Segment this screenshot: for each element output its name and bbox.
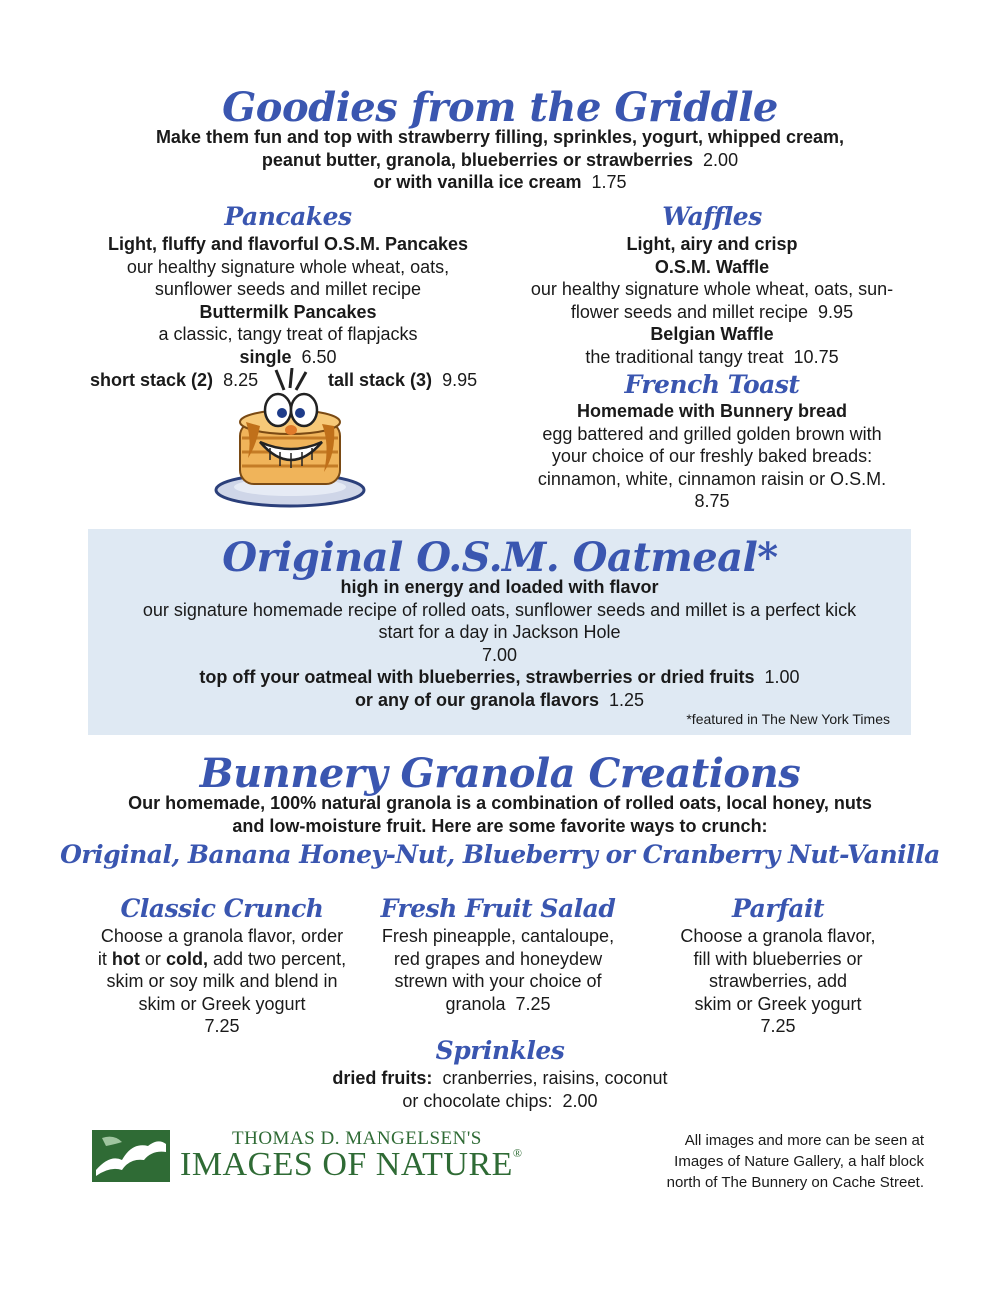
- pancakes-section: [88, 233, 488, 368]
- parfait-section: [628, 925, 928, 1038]
- granola-intro2: and low-moisture fruit. Here are some favorite ways to crunch:: [232, 815, 768, 836]
- granola-intro: [0, 792, 1000, 837]
- griddle-intro-line3: [0, 171, 1000, 194]
- griddle-intro-line1: Make them fun and top with strawberry filling, sprinkles, yogurt, whipped cream,: [155, 127, 845, 147]
- pancakes-osm-desc2: sunflower seeds and millet recipe: [154, 279, 422, 299]
- griddle-intro-line2-text: peanut butter, granola, blueberries or strawberries: [261, 149, 694, 170]
- waffles-belgian-name: Belgian Waffle: [650, 324, 774, 344]
- classic-crunch-l2a: it: [97, 948, 107, 969]
- waffles-belgian-price: 10.75: [793, 346, 839, 367]
- griddle-intro: [0, 126, 1000, 194]
- granola-intro1: Our homemade, 100% natural granola is a combination of rolled oats, local honey, nuts: [128, 793, 872, 813]
- french-toast-section: [512, 400, 912, 513]
- logo-line2-text: IMAGES OF NATURE: [180, 1146, 513, 1183]
- fruit-salad-price: 7.25: [515, 993, 551, 1014]
- images-of-nature-logo: [92, 1128, 572, 1188]
- french-toast-desc3: cinnamon, white, cinnamon raisin or O.S.M.: [537, 468, 887, 489]
- waffles-osm-desc2: [512, 301, 912, 324]
- footer-note-line1: All images and more can be seen at: [684, 1132, 924, 1149]
- fruit-salad-l3: strewn with your choice of: [394, 971, 602, 991]
- parfait-l2: fill with blueberries or: [693, 948, 863, 969]
- pancakes-tall-price: 9.95: [442, 370, 478, 390]
- oatmeal-topping1-price: 1.00: [764, 667, 800, 687]
- logo-line1: THOMAS D. MANGELSEN'S: [232, 1128, 482, 1149]
- oatmeal-section: [88, 576, 911, 711]
- waffles-line1: Light, airy and crisp: [626, 234, 798, 254]
- french-toast-name: Homemade with Bunnery bread: [576, 401, 848, 421]
- griddle-intro-line2: [0, 149, 1000, 172]
- footer-note-line2: Images of Nature Gallery, a half block: [674, 1153, 924, 1170]
- sprinkles-label: dried fruits:: [332, 1068, 433, 1088]
- oatmeal-desc2: start for a day in Jackson Hole: [378, 622, 621, 642]
- griddle-intro-line3-text: or with vanilla ice cream: [373, 172, 582, 192]
- waffles-section: [512, 233, 912, 368]
- fruit-salad-l2: red grapes and honeydew: [393, 948, 603, 969]
- oatmeal-title: Original O.S.M. Oatmeal*: [222, 534, 778, 581]
- fruit-salad-section: [348, 925, 648, 1015]
- oatmeal-topping2-text: or any of our granola flavors: [354, 689, 599, 710]
- pancakes-title: Pancakes: [224, 202, 352, 231]
- pancakes-buttermilk-name: Buttermilk Pancakes: [199, 301, 377, 322]
- pancakes-short-price: 8.25: [223, 370, 259, 390]
- footer-note: [624, 1130, 924, 1193]
- french-toast-desc1: egg battered and grilled golden brown with: [542, 423, 882, 444]
- sprinkles-l1: [0, 1067, 1000, 1090]
- classic-crunch-l4: skim or Greek yogurt: [138, 993, 306, 1014]
- fruit-salad-title: Fresh Fruit Salad: [380, 894, 616, 923]
- pancakes-short-label: short stack (2): [90, 370, 214, 390]
- pancakes-single-label: single: [239, 346, 292, 367]
- oatmeal-topping2: [88, 689, 911, 712]
- pancakes-tall-label: tall stack (3): [328, 370, 433, 390]
- fruit-salad-l4-text: granola: [445, 993, 506, 1014]
- waffles-osm-name: O.S.M. Waffle: [654, 256, 770, 277]
- waffles-osm-price: 9.95: [818, 301, 854, 322]
- parfait-l4: skim or Greek yogurt: [694, 993, 862, 1014]
- oatmeal-topping1: [88, 666, 911, 689]
- pancakes-single-price: 6.50: [301, 346, 337, 367]
- classic-crunch-l1: Choose a granola flavor, order: [100, 926, 344, 946]
- sprinkles-price: 2.00: [562, 1090, 598, 1111]
- classic-crunch-l2: [72, 948, 372, 971]
- classic-crunch-title: Classic Crunch: [120, 894, 324, 923]
- parfait-l1: Choose a granola flavor,: [680, 926, 876, 946]
- classic-crunch-hot: hot: [111, 948, 140, 969]
- logo-line2: [180, 1146, 523, 1184]
- parfait-l3: strawberries, add: [708, 971, 848, 991]
- griddle-intro-line2-price: 2.00: [703, 149, 739, 170]
- pancakes-single: [88, 346, 488, 369]
- footer-note-line3: north of The Bunnery on Cache Street.: [666, 1174, 924, 1191]
- classic-crunch-l2e: add two percent,: [212, 948, 347, 969]
- waffles-osm-desc1: our healthy signature whole wheat, oats, sun-: [530, 279, 894, 299]
- sprinkles-title: Sprinkles: [435, 1036, 565, 1065]
- sprinkles-l2: [0, 1090, 1000, 1113]
- fruit-salad-l4: [348, 993, 648, 1016]
- logo-mark-icon: [92, 1130, 170, 1182]
- french-toast-title: French Toast: [624, 370, 800, 399]
- pancakes-buttermilk-desc: a classic, tangy treat of flapjacks: [158, 324, 418, 344]
- pancakes-osm-name: Light, fluffy and flavorful O.S.M. Pancakes: [107, 234, 469, 254]
- oatmeal-topping2-price: 1.25: [609, 689, 645, 710]
- pancake-mascot-icon: [212, 368, 367, 510]
- waffles-belgian-desc: [512, 346, 912, 369]
- sprinkles-section: [0, 1067, 1000, 1112]
- granola-title: Bunnery Granola Creations: [199, 750, 801, 797]
- parfait-title: Parfait: [732, 894, 824, 923]
- french-toast-price: 8.75: [694, 491, 730, 511]
- griddle-intro-line3-price: 1.75: [591, 172, 627, 192]
- sprinkles-l1-text: cranberries, raisins, coconut: [442, 1068, 668, 1088]
- sprinkles-l2-text: or chocolate chips:: [402, 1090, 553, 1111]
- granola-flavors: Original, Banana Honey-Nut, Blueberry or Cranberry Nut-Vanilla: [60, 840, 940, 869]
- oatmeal-footnote: *featured in The New York Times: [686, 711, 890, 727]
- oatmeal-desc1: our signature homemade recipe of rolled oats, sunflower seeds and millet is a perfect kick: [142, 599, 857, 620]
- griddle-title: Goodies from the Griddle: [222, 84, 778, 131]
- classic-crunch-section: [72, 925, 372, 1038]
- parfait-price: 7.25: [760, 1016, 796, 1036]
- logo-registered-mark: ®: [512, 1146, 523, 1160]
- classic-crunch-cold: cold,: [165, 948, 208, 969]
- classic-crunch-l2c: or: [144, 948, 161, 969]
- oatmeal-price: 7.00: [481, 644, 518, 665]
- waffles-title: Waffles: [662, 202, 762, 231]
- fruit-salad-l1: Fresh pineapple, cantaloupe,: [381, 926, 615, 946]
- pancakes-osm-desc1: our healthy signature whole wheat, oats,: [126, 256, 450, 277]
- classic-crunch-l3: skim or soy milk and blend in: [106, 971, 338, 991]
- oatmeal-subtitle: high in energy and loaded with flavor: [340, 577, 659, 597]
- french-toast-desc2: your choice of our freshly baked breads:: [551, 446, 873, 466]
- classic-crunch-price: 7.25: [204, 1016, 240, 1036]
- waffles-belgian-desc-text: the traditional tangy treat: [585, 346, 784, 367]
- waffles-osm-desc2-text: flower seeds and millet recipe: [570, 301, 809, 322]
- oatmeal-topping1-text: top off your oatmeal with blueberries, strawberries or dried fruits: [199, 667, 755, 687]
